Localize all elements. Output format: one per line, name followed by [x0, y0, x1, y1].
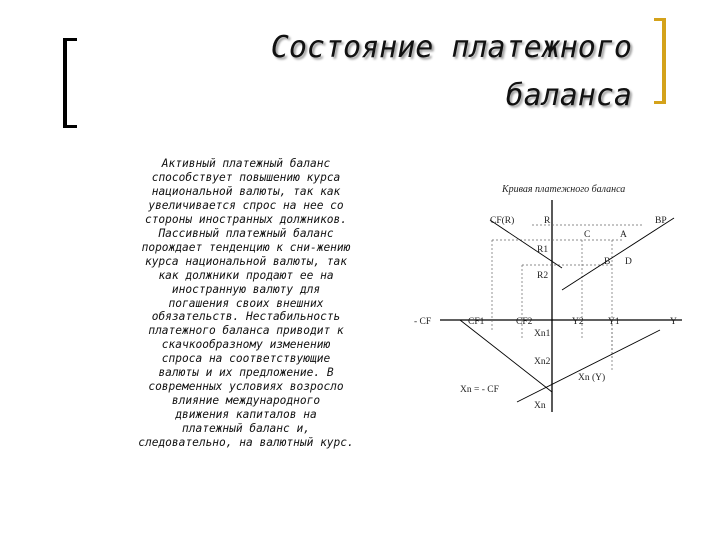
label-c: C [584, 230, 591, 240]
label-r: R [544, 216, 551, 226]
left-bracket-decoration [63, 38, 77, 128]
label-r2: R2 [537, 271, 549, 281]
label-xn: Xn [534, 401, 546, 411]
label-xn-y: Xn (Y) [578, 373, 606, 383]
slide-body-text: Активный платежный баланс способствует повышению курса национальной валюты, так как увеличивается спрос на нее со стороны иностранных должников. Пассивный платежный баланс порождает тенденцию к сни-жению курса национальной валюты, так как должники продают ее на иностранную валюту для погашения своих внешних обязательств. Нестабильность платежного баланса приводит к скачкообразному изменению спроса на соответствующие валюты и их предложение. В современных условиях возросло влияние международного движения капиталов на платежный баланс и, следовательно, на валютный курс. [138, 157, 354, 450]
label-y: Y [670, 317, 677, 327]
label-xn1: Xn1 [534, 329, 551, 339]
label-neg-cf: - CF [414, 317, 432, 327]
bp-line [562, 218, 674, 290]
label-b: B [604, 257, 611, 267]
label-xn2: Xn2 [534, 357, 551, 367]
balance-of-payments-diagram [412, 180, 702, 420]
label-cf1: CF1 [468, 317, 485, 327]
figure-caption: Кривая платежного баланса [502, 184, 626, 195]
slide-title-line-2: баланса [505, 78, 632, 113]
cf-r-line [490, 220, 562, 268]
label-xn-eq: Xn = - CF [460, 385, 499, 395]
slide-title [160, 24, 632, 120]
label-y1: Y1 [608, 317, 620, 327]
right-bracket-decoration [654, 18, 666, 104]
label-bp: BP [655, 216, 667, 226]
label-a: A [620, 230, 627, 240]
label-cf-r: CF(R) [490, 216, 515, 226]
label-d: D [625, 257, 632, 267]
dashed-guides [492, 225, 642, 370]
label-cf2: CF2 [516, 317, 533, 327]
label-y2: Y2 [572, 317, 584, 327]
slide-title-line-1: Состояние платежного [270, 30, 632, 65]
label-r1: R1 [537, 245, 549, 255]
